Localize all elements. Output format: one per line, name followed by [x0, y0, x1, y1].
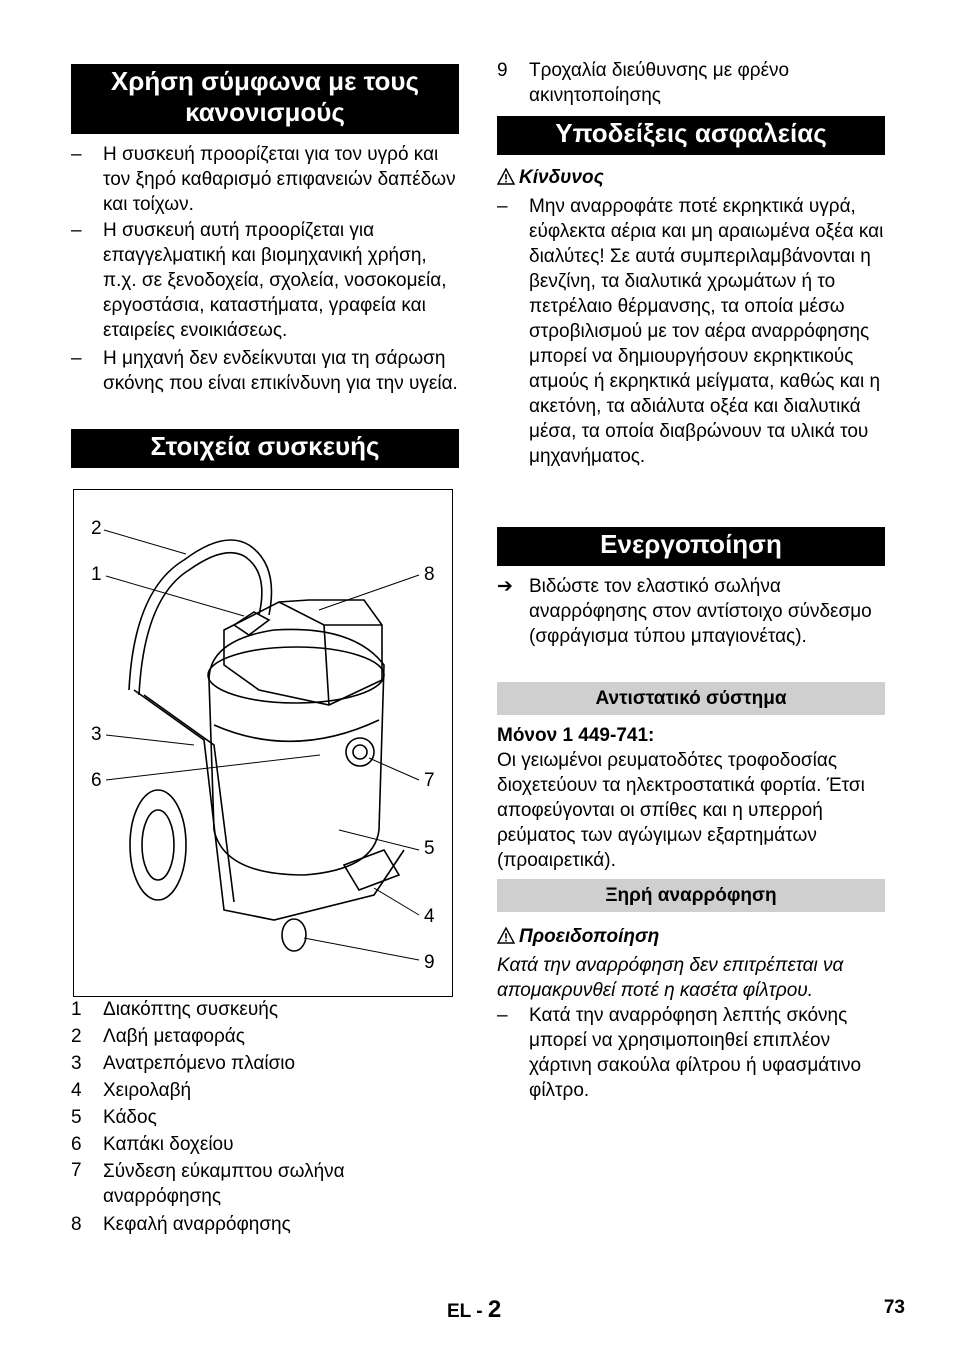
- footer-language-section: EL - 2: [447, 1296, 502, 1323]
- legend-item: 6 Καπάκι δοχείου: [71, 1134, 234, 1155]
- callout-3: 3: [91, 724, 102, 745]
- callout-7: 7: [424, 770, 435, 791]
- list-item: – Η συσκευή προορίζεται για τον υγρό και τον ξηρό καθαρισμό επιφανειών δαπέδων και τοίχων.: [71, 144, 456, 215]
- list-item: – Μην αναρροφάτε ποτέ εκρηκτικά υγρά, εύφλεκτα αέρια και μη αραιωμένα οξέα και διαλύτες! Σε αυτά συμπεριλαμβάνονται η βενζίνη, τα διαλυτικά χρωμάτων ή το πετρέλαιο θέρμανσης, τα οποία μέσω στροβιλισμού με τον αέρα αναρρόφησης μπορεί να δημιουργήσουν εκρηκτικούς ατμούς ή εκρηκτικά μείγματα, καθώς και η ακετόνη, τα αδιάλυτα οξέα και διαλυτικά μέσα, τα οποία διαβρώνουν τα υλικά του μηχανήματος.: [497, 196, 884, 467]
- legend-item: 1 Διακόπτης συσκευής: [71, 999, 279, 1020]
- callout-5: 5: [424, 838, 435, 859]
- warning-triangle-icon: [497, 167, 519, 192]
- dash-bullet: –: [71, 348, 82, 369]
- warning-triangle-icon: [497, 926, 519, 951]
- legend-item-continued: 9 Τροχαλία διεύθυνσης με φρένο ακινητοποίησης: [497, 60, 790, 106]
- callout-1: 1: [91, 564, 102, 585]
- subsection-title-antistatic: Αντιστατικό σύστημα: [497, 682, 885, 715]
- warning-text: Κατά την αναρρόφηση δεν επιτρέπεται να απομακρυνθεί ποτέ η κασέτα φίλτρου.: [497, 955, 844, 1001]
- section-title-safety: Υποδείξεις ασφαλείας: [497, 116, 885, 155]
- legend-item: 7 Σύνδεση εύκαμπτου σωλήνα αναρρόφησης: [71, 1160, 345, 1207]
- list-item: – Η συσκευή αυτή προορίζεται για επαγγελματική και βιομηχανική χρήση, π.χ. σε ξενοδοχεία, σχολεία, νοσοκομεία, εργοστάσια, καταστήματα, γραφεία και εταιρείες ενοικιάσεως.: [71, 220, 447, 341]
- callout-9: 9: [424, 952, 435, 973]
- section-title-intended-use: Χρήση σύμφωνα με τους κανονισμούς: [71, 64, 459, 134]
- dash-bullet: –: [71, 144, 82, 165]
- callout-4: 4: [424, 906, 435, 927]
- legend-item: 4 Χειρολαβή: [71, 1080, 192, 1101]
- dash-bullet: –: [497, 1005, 508, 1026]
- section-title-device-elements: Στοιχεία συσκευής: [71, 429, 459, 468]
- callout-6: 6: [91, 770, 102, 791]
- callout-8: 8: [424, 564, 435, 585]
- callout-2: 2: [91, 518, 102, 539]
- legend-item: 2 Λαβή μεταφοράς: [71, 1026, 245, 1047]
- figure-legend: [71, 996, 459, 1238]
- warning-heading: Προειδοποίηση: [497, 924, 659, 951]
- device-figure: [73, 489, 453, 997]
- legend-item: 8 Κεφαλή αναρρόφησης: [71, 1214, 291, 1235]
- legend-item: 5 Κάδος: [71, 1107, 157, 1128]
- dash-bullet: –: [497, 196, 508, 217]
- list-item: – Κατά την αναρρόφηση λεπτής σκόνης μπορεί να χρησιμοποιηθεί επιπλέον χάρτινη σακούλα φίλτρου ή υφασμάτινο φίλτρο.: [497, 1005, 862, 1101]
- arrow-right-icon: ➔: [497, 576, 513, 597]
- step-item: ➔ Βιδώστε τον ελαστικό σωλήνα αναρρόφησης στον αντίστοιχο σύνδεσμο (σφράγισμα τύπου μπαγιονέτας).: [497, 576, 872, 647]
- model-label: Μόνον 1 449-741:: [497, 725, 655, 746]
- danger-heading: Κίνδυνος: [497, 165, 604, 192]
- list-item: – Η μηχανή δεν ενδείκνυται για τη σάρωση σκόνης που είναι επικίνδυνη για την υγεία.: [71, 348, 458, 394]
- subsection-title-dry-vacuuming: Ξηρή αναρρόφηση: [497, 879, 885, 912]
- antistatic-text: Οι γειωμένοι ρευματοδότες τροφοδοσίας διοχετεύουν τα ηλεκτροστατικά φορτία. Έτσι αποφεύγονται οι σπίθες και η υπερροή ρεύματος των αγώγιμων εξαρτημάτων (προαιρετικά).: [497, 750, 865, 871]
- page-number: 73: [883, 1297, 905, 1318]
- vacuum-cleaner-illustration: [74, 490, 452, 996]
- legend-item: 3 Ανατρεπόμενο πλαίσιο: [71, 1053, 296, 1074]
- dash-bullet: –: [71, 220, 82, 241]
- section-title-operation: Ενεργοποίηση: [497, 527, 885, 566]
